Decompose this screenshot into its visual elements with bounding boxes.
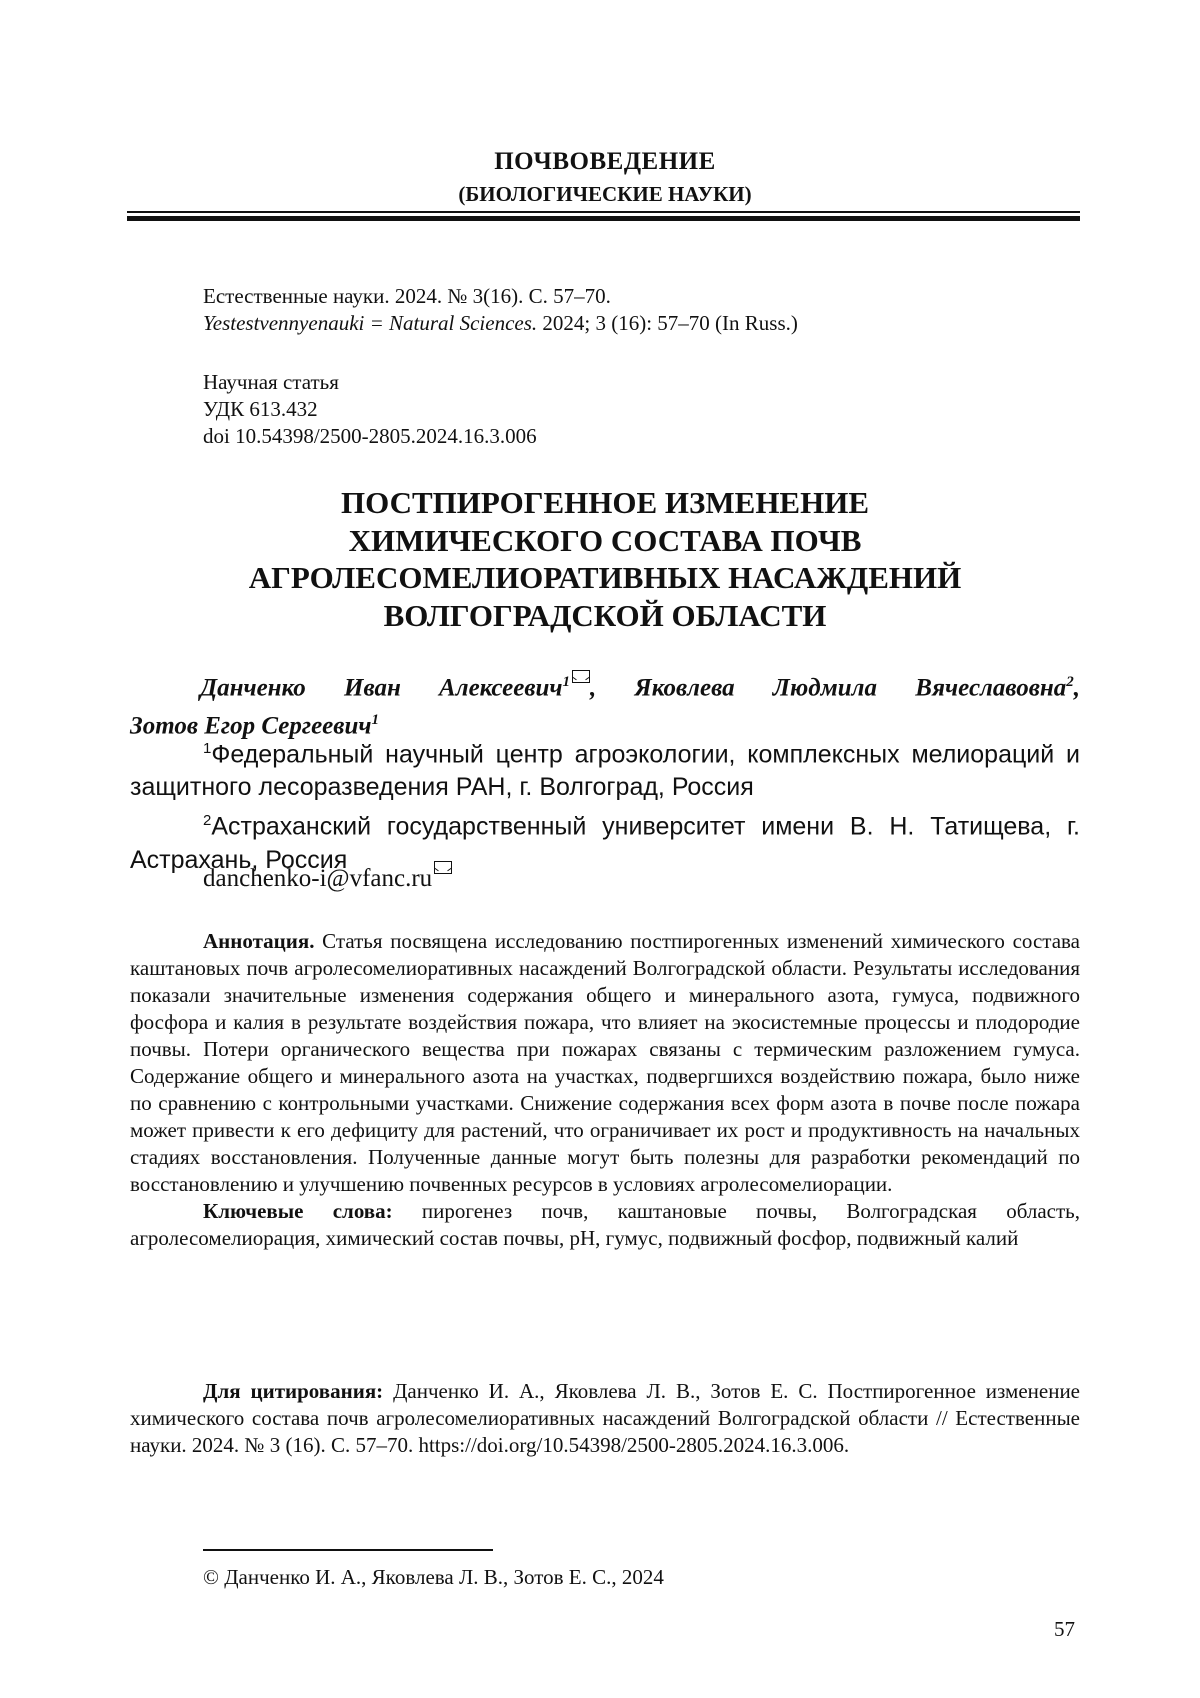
title-line: ХИМИЧЕСКОГО СОСТАВА ПОЧВ: [348, 522, 862, 558]
citation-en-journal: Yestestvennyenauki = Natural Sciences.: [203, 311, 538, 335]
cite-text: Данченко И. А., Яковлева Л. В., Зотов Е. С. Постпирогенное изменение химического состава почв агролесомелиоративных насаждений Волгоградской области // Естественные науки. 2024. № 3 (16). С. 57–70. https://doi.org/10.54398/2500-2805.2024.16.3.006.: [130, 1379, 1081, 1457]
cite-label: Для цитирования:: [203, 1379, 384, 1403]
section-subtitle: (БИОЛОГИЧЕСКИЕ НАУКИ): [458, 182, 752, 206]
title-line: ПОСТПИРОГЕННОЕ ИЗМЕНЕНИЕ: [340, 485, 870, 520]
affiliation-sup: 1: [203, 740, 212, 757]
author-affil-sup: 1: [562, 674, 571, 690]
title-line: ВОЛГОГРАДСКОЙ ОБЛАСТИ: [383, 597, 827, 633]
section-title: ПОЧВОВЕДЕНИЕ: [494, 148, 716, 175]
udc-code: УДК 613.432: [203, 397, 318, 421]
envelope-icon: [572, 670, 590, 683]
affiliation-text: Астраханский государственный университет имени В. Н. Татищева, г. Астрахань, Россия: [130, 812, 1080, 874]
affiliation-sup: 2: [203, 812, 212, 830]
abstract-block: [130, 928, 1080, 1252]
author-email[interactable]: danchenko-i@vfanc.ru: [203, 865, 433, 892]
citation-en: [203, 310, 798, 337]
title-line: АГРОЛЕСОМЕЛИОРАТИВНЫХ НАСАЖДЕНИЙ: [248, 560, 962, 595]
affiliation: [130, 732, 1080, 804]
abstract-label: Аннотация.: [203, 929, 315, 953]
affiliation-text: Федеральный научный центр агроэкологии, комплексных мелиораций и защитного лесоразведения РАН, г. Волгоград, Россия: [130, 740, 1080, 802]
envelope-icon: [434, 861, 452, 874]
author-name: Зотов Егор Сергеевич: [130, 712, 372, 740]
author-name: Данченко Иван Алексеевич: [200, 674, 563, 702]
copyright-footnote: © Данченко И. А., Яковлева Л. В., Зотов Е. С., 2024: [203, 1565, 664, 1589]
citation-info: [203, 283, 798, 337]
article-title: [130, 484, 1080, 634]
affiliations: [130, 732, 1080, 877]
citation-en-rest: 2024; 3 (16): 57–70 (In Russ.): [537, 311, 798, 335]
email-line: [203, 862, 452, 895]
author-affil-sup: 2: [1066, 674, 1074, 690]
keywords-label: Ключевые слова:: [203, 1199, 393, 1223]
cite-block: [130, 1378, 1080, 1459]
citation-ru: Естественные науки. 2024. № 3(16). С. 57–70.: [203, 284, 611, 308]
authors: Данченко Иван Алексеевич$^1$ , Яковлева Людмила Вячеславовна$^2$, Зотов Егор Сергеевич$^1$: [130, 666, 1080, 743]
keywords-text: пирогенез почв, каштановые почвы, Волгоградская область, агролесомелиорация, химический состав почвы, pH, гумус, подвижный фосфор, подвижный калий: [130, 1199, 1080, 1250]
cite: [130, 1378, 1080, 1459]
article-type: Научная статья: [203, 370, 339, 394]
header-rule-thin: [127, 211, 1080, 213]
author-affil-sup: 1: [371, 712, 379, 729]
footnote-rule: [203, 1549, 493, 1551]
abstract: [130, 928, 1080, 1198]
abstract-text: Статья посвящена исследованию постпирогенных изменений химического состава каштановых почв агролесомелиоративных насаждений Волгоградской области. Результаты исследования показали значительные изменения содержания общего и минерального азота, гумуса, подвижного фосфора и калия в результате воздействия пожара, что влияет на экосистемные процессы и плодородие почвы. Потери органического вещества при пожарах связаны с термическим разложением гумуса. Содержание общего и минерального азота на участках, подвергшихся воздействию пожара, было ниже по сравнению с контрольными участками. Снижение содержания всех форм азота в почве после пожара может привести к его дефициту для растений, что ограничивает их рост и продуктивность на начальных стадиях восстановления. Полученные данные могут быть полезны для разработки рекомендаций по восстановлению и улучшению почвенных ресурсов в условиях агролесомелиорации.: [130, 929, 1080, 1196]
article-meta: [203, 369, 537, 450]
author-name: Яковлева Людмила Вячеславовна: [634, 674, 1067, 702]
keywords: [130, 1198, 1080, 1252]
page-number: 57: [1054, 1617, 1075, 1641]
header-rule-thick: [127, 216, 1080, 221]
doi: doi 10.54398/2500-2805.2024.16.3.006: [203, 424, 537, 448]
